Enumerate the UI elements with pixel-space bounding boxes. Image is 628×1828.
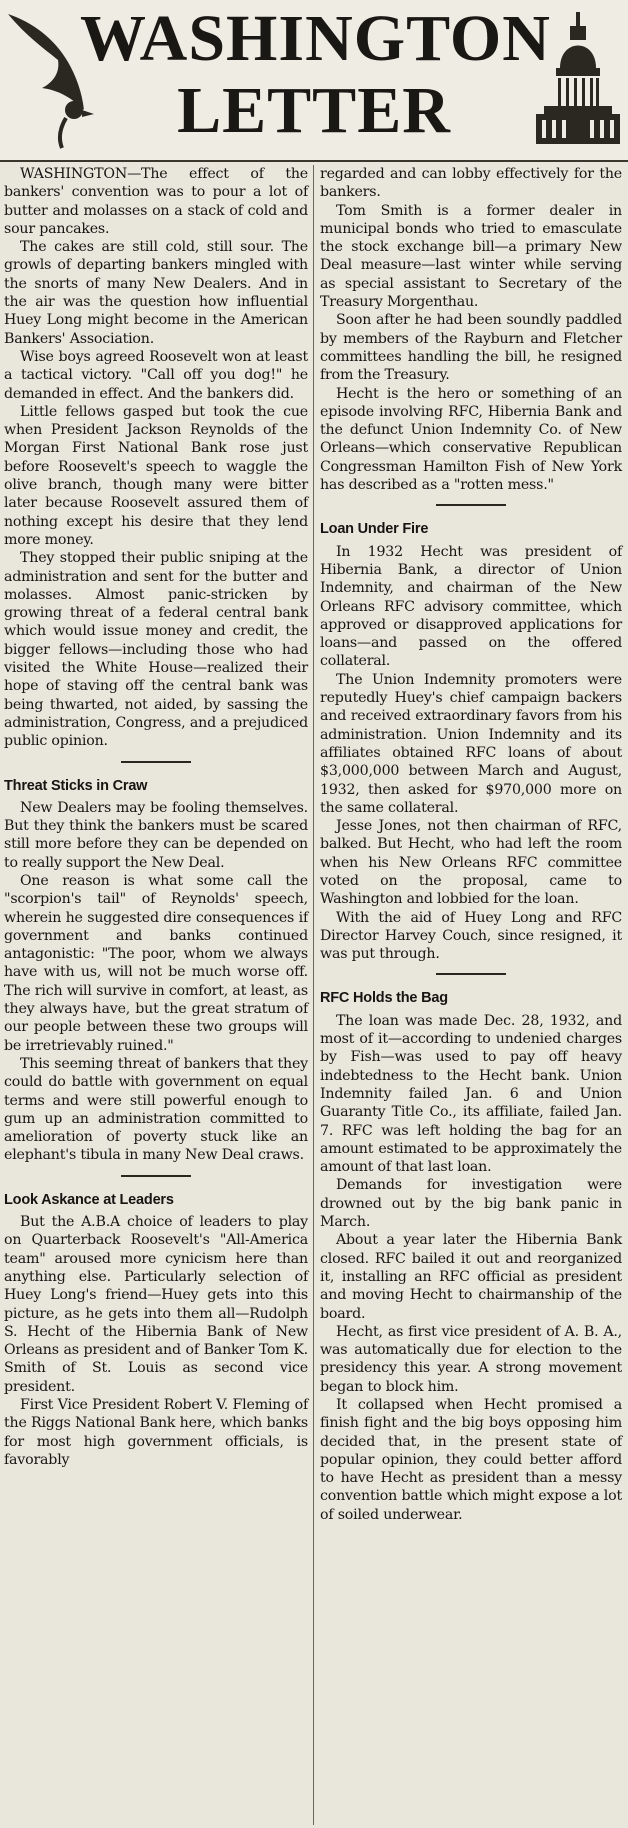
masthead: [0, 0, 628, 162]
subheading-rfc-holds-bag: RFC Holds the Bag: [320, 990, 448, 1007]
article-column-right: [320, 165, 622, 1524]
paragraph: Hecht is the hero or something of an episode involving RFC, Hibernia Bank and the defunct Union Indemnity Co. of New Orleans—which conservative Republican Congressman Hamilton Fish of New York has described as a "rotten mess.": [320, 385, 622, 494]
paragraph: Soon after he had been soundly paddled by members of the Rayburn and Fletcher committees handling the bill, he resigned from the Treasury.: [320, 312, 622, 384]
subheading-look-askance: Look Askance at Leaders: [4, 1191, 174, 1208]
paragraph: They stopped their public sniping at the administration and sent for the butter and molasses. Almost panic-stricken by growing threat of a federal central bank which would issue money and credit, the bigger fellows—including those who had visited the White House—realized their hope of staving off the central bank was being thwarted, not aided, by sassing the administration, Congress, and a prejudiced public opinion.: [4, 550, 308, 750]
masthead-title: [80, 2, 551, 147]
section-divider: [121, 1175, 191, 1177]
paragraph: It collapsed when Hecht promised a finish fight and the big boys opposing him decided that, in the present state of popular opinion, they could better afford to have Hecht as president than a messy convention battle which might expose a lot of soiled underwear.: [320, 1397, 622, 1523]
paragraph: The cakes are still cold, still sour. The growls of departing bankers mingled with the snorts of many New Dealers. And in the air was the question how influential Huey Long might become in the American Bankers' Association.: [4, 239, 308, 347]
paragraph: Little fellows gasped but took the cue when President Jackson Reynolds of the Morgan First National Bank rose just before Roosevelt's speech to waggle the olive branch, though many were bitter later because Roosevelt assured them of nothing except his desire that they lend more money.: [4, 403, 308, 548]
section-divider: [121, 761, 191, 763]
paragraph: New Dealers may be fooling themselves. But they think the bankers must be scared still more before they can be depended on to really support the New Deal.: [4, 799, 308, 871]
capitol-dome-icon: [530, 8, 626, 153]
paragraph: Demands for investigation were drowned out by the big bank panic in March.: [320, 1177, 622, 1231]
paragraph: Wise boys agreed Roosevelt won at least a tactical victory. "Call off you dog!" he demanded in effect. And the bankers did.: [4, 348, 308, 402]
paragraph: First Vice President Robert V. Fleming of the Riggs National Bank here, which banks for most high government officials, is favorably: [4, 1397, 308, 1468]
paragraph: In 1932 Hecht was president of Hibernia Bank, a director of Union Indemnity, and chairman of the New Orleans RFC advisory committee, which approved or disapproved applications for loans—and passed on the offered collateral.: [320, 543, 622, 670]
column-rule: [313, 165, 314, 1825]
paragraph: The loan was made Dec. 28, 1932, and most of it—according to undenied charges by Fish—was used to pay off heavy indebtedness to the Hecht bank. Union Indemnity failed Jan. 6 and Union Guaranty Title Co., its affiliate, failed Jan. 7. RFC was left holding the bag for an amount estimated to be approximately the amount of that last loan.: [320, 1012, 622, 1176]
section-divider: [436, 504, 506, 506]
paragraph: About a year later the Hibernia Bank closed. RFC bailed it out and reorganized it, installing an RFC official as president and moving Hecht to chairmanship of the board.: [320, 1232, 622, 1322]
masthead-line-2: LETTER: [177, 74, 451, 147]
paragraph: WASHINGTON—The effect of the bankers' convention was to pour a lot of butter and molasses on a stack of cold and sour pancakes.: [4, 166, 308, 237]
subheading-threat-sticks: Threat Sticks in Craw: [4, 777, 148, 794]
paragraph: But the A.B.A choice of leaders to play on Quarterback Roosevelt's "All-America team" aroused more cynicism here than anything else. Particularly selection of Huey Long's friend—Huey gets into this picture, as he gets into them all—Rudolph S. Hecht of the Hibernia Bank of New Orleans as president and of Banker Tom K. Smith of St. Louis as second vice president.: [4, 1214, 308, 1395]
masthead-line-1: WASHINGTON: [80, 2, 551, 75]
paragraph: regarded and can lobby effectively for the bankers.: [320, 166, 622, 201]
subheading-loan-under-fire: Loan Under Fire: [320, 521, 429, 538]
paragraph: One reason is what some call the "scorpion's tail" of Reynolds' speech, wherein he suggested dire consequences if government and banks continued antagonistic: "The poor, whom we always have with us, will not be much worse off. The rich will survive in comfort, at least, as they always have, but the great stratum of our people between these two groups will be irretrievably ruined.": [4, 872, 308, 1054]
paragraph: With the aid of Huey Long and RFC Director Harvey Couch, since resigned, it was put through.: [320, 909, 622, 963]
paragraph: The Union Indemnity promoters were reputedly Huey's chief campaign backers and received extraordinary favors from his administration. Union Indemnity and its affiliates obtained RFC loans of about $3,000,000 between March and August, 1932, then asked for $970,000 more on the same collateral.: [320, 671, 622, 816]
paragraph: Jesse Jones, not then chairman of RFC, balked. But Hecht, who had left the room when his New Orleans RFC committee voted on the proposal, came to Washington and lobbied for the loan.: [320, 818, 622, 908]
paragraph: Tom Smith is a former dealer in municipal bonds who tried to emasculate the stock exchange bill—a primary New Deal measure—last winter while serving as special assistant to Secretary of the Treasury Morgenthau.: [320, 202, 622, 311]
article-column-left: [4, 165, 308, 1469]
paragraph: Hecht, as first vice president of A. B. A., was automatically due for election to the presidency this year. A strong movement began to block him.: [320, 1323, 622, 1395]
paragraph: This seeming threat of bankers that they could do battle with government on equal terms and were still powerful enough to gum up an administration committed to amelioration of poverty stuck like an elephant's tibula in many New Deal craws.: [4, 1055, 308, 1164]
section-divider: [436, 973, 506, 975]
